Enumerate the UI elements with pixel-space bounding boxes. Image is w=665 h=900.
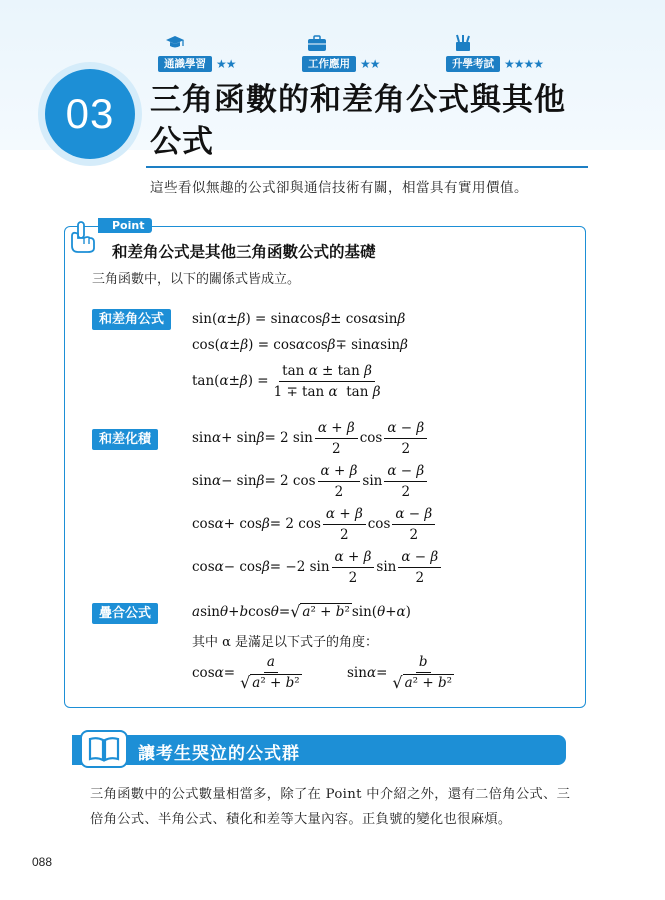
open-book-icon xyxy=(82,732,126,766)
title-line-2: 公式 xyxy=(150,124,214,160)
point-heading: 和差角公式是其他三角函數公式的基礎 xyxy=(112,243,376,261)
page-subtitle: 這些看似無趣的公式卻與通信技術有關，相當具有實用價值。 xyxy=(150,180,528,196)
badge-label: 通識學習 xyxy=(158,56,212,72)
tag-sum-difference: 和差角公式 xyxy=(92,309,171,330)
point-intro: 三角函數中，以下的關係式皆成立。 xyxy=(92,272,301,287)
point-label: Point xyxy=(98,218,152,233)
badge-label: 工作應用 xyxy=(302,56,356,72)
page-title xyxy=(150,79,620,163)
title-line-1: 三角函數的和差角公式與其他 xyxy=(150,82,566,118)
formula-combination: a sin θ + b cos θ = √ a² + b² sin( θ + α ) xyxy=(192,602,411,621)
section-title: 讓考生哭泣的公式群 xyxy=(138,744,300,764)
badge-general-learning xyxy=(158,55,236,73)
section-icon-box xyxy=(80,730,128,768)
badge-label: 升學考試 xyxy=(446,56,500,72)
formula-sin-sum: sin( α ± β ) = sin α cos β ± cos α sin β xyxy=(192,311,406,327)
pencil-cup-icon xyxy=(453,34,473,52)
briefcase-icon xyxy=(307,34,327,52)
formula-cos-sum: cos( α ± β ) = cos α cos β ∓ sin α sin β xyxy=(192,337,408,353)
section-body: 三角函數中的公式數量相當多，除了在 Point 中介紹之外，還有二倍角公式、三倍角公式、半角公式、積化和差等大量內容。正負號的變化也很麻煩。 xyxy=(90,787,571,827)
pointing-hand-icon xyxy=(68,220,98,254)
page-number: 088 xyxy=(32,855,53,869)
formula-cos-plus-cos: cos α + cos β = 2 cos $\frac{\alpha + \beta}{2}$ cos $\frac{\alpha - \beta}{2}$ xyxy=(192,502,437,546)
chapter-number: 03 xyxy=(45,69,135,159)
formula-tan-sum: tan( α ± β ) = $\frac{\text{tan α ± tan β}}{\text{1 ∓ tan α tan β}}$ xyxy=(192,362,381,400)
formula-cos-alpha: cos α = a √ a² + b² xyxy=(192,654,300,692)
formula-sin-alpha: sin α = b √ a² + b² xyxy=(347,654,453,692)
combination-note: 其中 α 是滿足以下式子的角度： xyxy=(192,634,379,650)
tag-combination: 疊合公式 xyxy=(92,603,158,624)
badge-stars: ★★★★ xyxy=(504,57,544,71)
graduation-cap-icon xyxy=(165,34,185,52)
badge-exam xyxy=(446,55,543,73)
badge-stars: ★★ xyxy=(360,57,380,71)
formula-cos-minus-cos: cos α − cos β = −2 sin $\frac{\alpha + \beta}{2}$ sin $\frac{\alpha - \beta}{2}$ xyxy=(192,545,443,589)
formula-sin-minus-sin: sin α − sin β = 2 cos $\frac{\alpha + \beta}{2}$ sin $\frac{\alpha - \beta}{2}$ xyxy=(192,459,429,503)
badge-stars: ★★ xyxy=(216,57,236,71)
badge-work-application xyxy=(302,55,380,73)
title-underline xyxy=(146,166,588,168)
formula-sin-plus-sin: sin α + sin β = 2 sin $\frac{\alpha + \beta}{2}$ cos $\frac{\alpha - \beta}{2}$ xyxy=(192,416,429,460)
tag-sum-to-product: 和差化積 xyxy=(92,429,158,450)
